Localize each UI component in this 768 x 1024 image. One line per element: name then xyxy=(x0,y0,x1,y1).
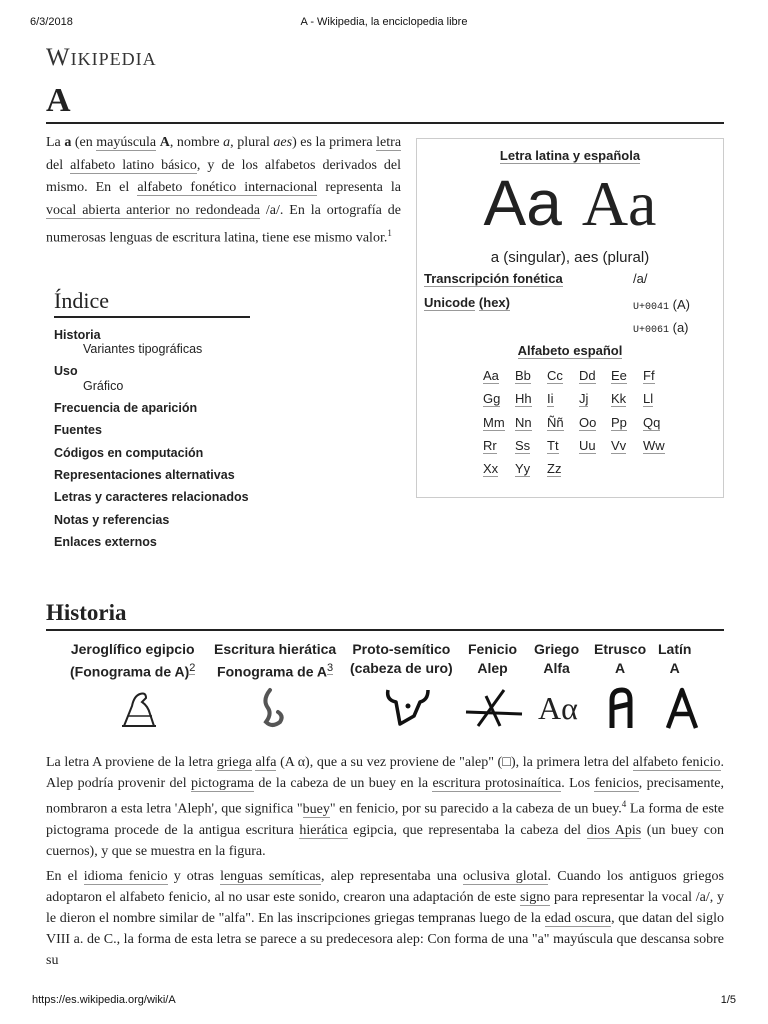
historia-paragraph-1: La letra A proviene de la letra griega alfa (Α α), que a su vez proviene de "alep" (□), la primera letra del alfabeto fenicio. Alep podría provenir del pictograma de la cabeza de un buey en la escritura protosinaítica. Los fenicios, precisamente, nombraron a esta letra 'Aleph', que significa "buey" en fenicio, por su parecido a la cabeza de un buey.$^4$ La forma de este pictograma procede de la antigua escritura hierática egipcia, que representaba la cabeza del dios Apis (un buey con cuernos), y que se muestra en la figura. xyxy=(46,755,724,859)
link-alfabeto-fenicio[interactable]: alfabeto fenicio xyxy=(632,755,721,770)
link-alfa[interactable]: alfa xyxy=(255,755,277,770)
toc-list xyxy=(54,324,254,554)
link-idioma-fenicio[interactable]: idioma fenicio xyxy=(83,869,168,884)
evolution-column-header: Proto-semítico (cabeza de uro) xyxy=(350,641,453,676)
evolution-column-header: Escritura hierática Fonograma de $A^3$ xyxy=(214,641,337,680)
toc-item[interactable]: Códigos en computación xyxy=(54,445,204,460)
transcripcion-value: /a/ xyxy=(633,271,648,286)
link-pictograma[interactable]: pictograma xyxy=(191,776,254,791)
print-date: 6/3/2018 xyxy=(30,16,73,28)
alphabet-letter[interactable]: Tt xyxy=(547,437,559,453)
hex-label[interactable]: (hex) xyxy=(478,295,510,310)
alphabet-grid xyxy=(483,364,723,480)
evolution-column-header: Griego Alfa xyxy=(534,641,580,676)
toc-item[interactable]: Fuentes xyxy=(54,423,102,438)
letter-evolution-table xyxy=(60,640,720,740)
link-griega[interactable]: griega xyxy=(216,755,252,770)
evolution-ref[interactable]: 3 xyxy=(326,662,334,674)
latin-a-icon xyxy=(664,686,700,730)
section-heading-historia: Historia xyxy=(46,600,724,631)
bold-a: a xyxy=(64,135,72,150)
code-lower: U+0061 xyxy=(633,325,670,336)
code-upper: U+0041 xyxy=(633,302,670,313)
link-mayuscula[interactable]: mayúscula xyxy=(96,135,157,150)
alphabet-letter[interactable]: Oo xyxy=(579,414,597,430)
link-edad-oscura[interactable]: edad oscura xyxy=(544,911,612,926)
link-afi[interactable]: alfabeto fonético internacional xyxy=(137,180,318,195)
glyph-serif: Aa xyxy=(581,168,657,239)
alphabet-letter[interactable]: Gg xyxy=(483,391,501,407)
link-letra[interactable]: letra xyxy=(376,135,402,150)
letter-glyphs xyxy=(417,167,723,239)
alphabet-letter[interactable]: Qq xyxy=(643,414,661,430)
toc-item[interactable]: Enlaces externos xyxy=(54,535,157,550)
print-url: https://es.wikipedia.org/wiki/A xyxy=(32,994,176,1006)
evolution-column-header: Etrusco A xyxy=(594,641,647,676)
alphabet-letter[interactable]: Jj xyxy=(579,391,589,407)
alphabet-letter[interactable]: Yy xyxy=(515,461,531,477)
toc-item[interactable]: Letras y caracteres relacionados xyxy=(54,490,249,505)
intro-paragraph: La a (en mayúscula A, nombre a, plural aes) es la primera letra del alfabeto latino básico, y de los alfabetos derivados del mismo. En el alfabeto fonético internacional representa la vocal abierta anterior no redondeada /a/. En la ortografía de numerosas lenguas de escritura latina, tiene ese mismo valor.$^1$ xyxy=(46,135,402,246)
historia-paragraph-2: En el idioma fenicio y otras lenguas semíticas, alep representaba una oclusiva glotal. Cuando los antiguos griegos adoptaron el alfabeto fenicio, al no usar este sonido, crearon una adaptación de este signo para representar la vocal /a/, y le dieron el nombre similar de "alfa". En las inscripciones griegas tempranas luego de la edad oscura, que datan del siglo VIII a. de C., la forma de esta letra se parece a su predecesora alep: Con forma de una "a" mayúscula que descansa sobre su xyxy=(46,869,724,968)
alphabet-letter[interactable]: Nn xyxy=(515,414,532,430)
alphabet-letter[interactable]: Ll xyxy=(643,391,654,407)
alphabet-letter[interactable]: Mm xyxy=(483,414,505,430)
alphabet-letter[interactable]: Vv xyxy=(611,437,627,453)
alphabet-letter[interactable]: Aa xyxy=(483,368,499,383)
egyptian-vulture-hieroglyph-icon xyxy=(118,686,158,730)
table-of-contents xyxy=(54,288,254,554)
alphabet-letter[interactable]: Hh xyxy=(515,391,532,407)
glyph-sans: Aa xyxy=(483,167,562,239)
link-vocal[interactable]: vocal abierta anterior no redondeada xyxy=(46,202,260,218)
alphabet-letter[interactable]: Ww xyxy=(643,437,665,453)
wikipedia-logo[interactable]: Wikipedia xyxy=(46,44,157,71)
alphabet-letter[interactable]: Xx xyxy=(483,461,499,477)
ox-head-icon xyxy=(382,686,432,730)
ref-1[interactable]: 1 xyxy=(387,228,392,238)
link-hieratica[interactable]: hierática xyxy=(299,822,348,838)
alphabet-letter[interactable]: Ii xyxy=(547,391,554,407)
toc-item[interactable]: Frecuencia de aparición xyxy=(54,400,198,415)
toc-item[interactable]: Historia xyxy=(54,328,101,342)
toc-subitem[interactable]: Gráfico xyxy=(83,378,124,393)
link-protosinaitica[interactable]: escritura protosinaítica xyxy=(432,776,562,791)
evolution-column-header: Fenicio Alep xyxy=(468,641,518,676)
alphabet-letter[interactable]: Ññ xyxy=(547,414,564,430)
alphabet-title[interactable]: Alfabeto español xyxy=(517,343,623,358)
evolution-column-header: Jeroglífico egipcio (Fonograma de A)$^2$ xyxy=(70,641,196,680)
print-title: A - Wikipedia, la enciclopedia libre xyxy=(300,16,468,28)
evolution-column-header: Latín A xyxy=(658,641,692,676)
phoenician-alep-icon xyxy=(464,686,524,730)
unicode-label[interactable]: Unicode xyxy=(424,295,476,310)
alphabet-letter[interactable]: Pp xyxy=(611,414,627,430)
alphabet-letter[interactable]: Uu xyxy=(579,437,596,453)
toc-item[interactable]: Notas y referencias xyxy=(54,512,170,527)
alphabet-letter[interactable]: Bb xyxy=(515,368,531,383)
link-dios-apis[interactable]: dios Apis xyxy=(586,822,642,838)
alphabet-letter[interactable]: Rr xyxy=(483,437,497,453)
link-lenguas-semiticas[interactable]: lenguas semíticas xyxy=(220,869,321,884)
print-page-number: 1/5 xyxy=(720,994,736,1006)
link-fenicios[interactable]: fenicios xyxy=(594,776,639,791)
alphabet-letter[interactable]: Ff xyxy=(643,368,655,383)
link-signo[interactable]: signo xyxy=(519,890,551,905)
ref-4[interactable]: 4 xyxy=(621,799,627,809)
toc-item[interactable]: Representaciones alternativas xyxy=(54,467,235,482)
alphabet-letter[interactable]: Ss xyxy=(515,437,531,453)
page-title: A xyxy=(46,82,724,124)
toc-heading: Índice xyxy=(54,288,250,318)
infobox xyxy=(416,138,724,498)
hieratic-a-icon xyxy=(258,686,288,730)
plural-line: a (singular), aes (plural) xyxy=(490,249,650,266)
toc-item[interactable]: Uso xyxy=(54,364,78,379)
greek-alpha-glyph: Αα xyxy=(538,690,578,726)
bold-A: A xyxy=(159,135,170,150)
link-buey[interactable]: buey xyxy=(302,801,330,817)
evolution-ref[interactable]: 2 xyxy=(189,662,196,674)
alphabet-letter[interactable]: Dd xyxy=(579,368,596,383)
alphabet-letter[interactable]: Cc xyxy=(547,368,563,383)
transcripcion-label[interactable]: Transcripción fonética xyxy=(424,271,563,286)
alphabet-letter[interactable]: Kk xyxy=(611,391,627,407)
alphabet-letter[interactable]: Zz xyxy=(547,461,562,477)
alphabet-letter[interactable]: Ee xyxy=(611,368,627,383)
link-oclusiva-glotal[interactable]: oclusiva glotal xyxy=(463,869,548,884)
infobox-title[interactable]: Letra latina y española xyxy=(499,148,641,163)
row-transcripcion xyxy=(424,271,723,295)
etruscan-a-icon xyxy=(606,686,636,730)
link-alfabeto-latino[interactable]: alfabeto latino básico xyxy=(70,157,197,173)
row-unicode: Unicode (hex) U+0041 (A) U+0061 (a) xyxy=(424,295,690,336)
toc-subitem[interactable]: Variantes tipográficas xyxy=(83,342,203,357)
